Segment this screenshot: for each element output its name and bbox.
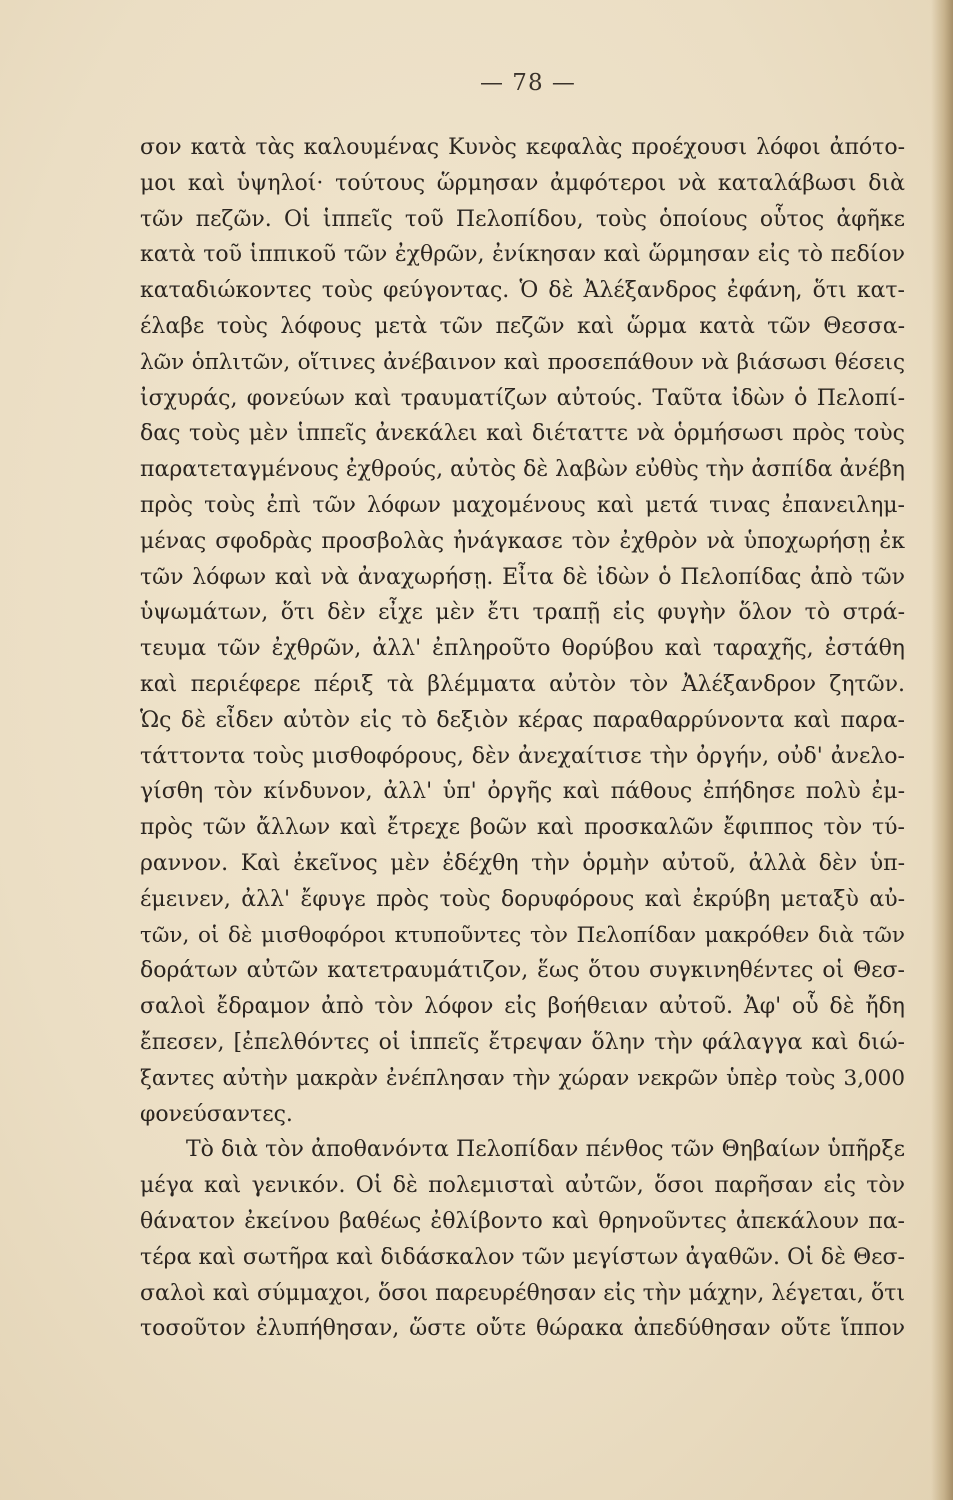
text-line: παρατεταγμένους ἐχθρούς, αὐτὸς δὲ λαβὼν εὐθὺς τὴν ἀσπίδα ἀνέβη: [140, 457, 905, 483]
text-line: καὶ περιέφερε πέριξ τὰ βλέμματα αὐτὸν τὸν Ἀλέξανδρον ζητῶν.: [140, 671, 905, 697]
paragraph-end-line: φονεύσαντες.: [140, 1101, 293, 1127]
text-line: σον κατὰ τὰς καλουμένας Κυνὸς κεφαλὰς προέχουσι λόφοι ἀπότο-: [140, 135, 905, 160]
page-binding-edge: [931, 0, 953, 1500]
text-line: τέρα καὶ σωτῆρα καὶ διδάσκαλον τῶν μεγίστων ἀγαθῶν. Οἱ δὲ Θεσ-: [140, 1244, 905, 1270]
text-line: τῶν, οἱ δὲ μισθοφόροι κτυποῦντες τὸν Πελοπίδαν μακρόθεν διὰ τῶν: [140, 922, 905, 948]
text-line: μέγα καὶ γενικόν. Οἱ δὲ πολεμισταὶ αὐτῶν, ὅσοι παρῆσαν εἰς τὸν: [140, 1173, 905, 1199]
text-line: θάνατον ἐκείνου βαθέως ἐθλίβοντο καὶ θρηνοῦντες ἀπεκάλουν πα-: [140, 1208, 905, 1234]
text-line: σαλοὶ ἔδραμον ἀπὸ τὸν λόφον εἰς βοήθειαν αὐτοῦ. Ἀφ' οὗ δὲ ἤδη: [140, 994, 905, 1020]
text-line: πρὸς τῶν ἄλλων καὶ ἔτρεχε βοῶν καὶ προσκαλῶν ἔφιππος τὸν τύ-: [140, 815, 905, 841]
page-number: — 78 —: [480, 70, 576, 96]
text-line: τοσοῦτον ἐλυπήθησαν, ὥστε οὔτε θώρακα ἀπεδύθησαν οὔτε ἵππον: [140, 1316, 905, 1342]
text-line: πρὸς τοὺς ἐπὶ τῶν λόφων μαχομένους καὶ μετά τινας ἐπανειλημ-: [140, 492, 905, 518]
text-line: μένας σφοδρὰς προσβολὰς ἠνάγκασε τὸν ἐχθρὸν νὰ ὑποχωρήσῃ ἐκ: [140, 528, 905, 554]
body-text: [140, 130, 905, 1347]
text-line: δοράτων αὐτῶν κατετραυμάτιζον, ἕως ὅτου συγκινηθέντες οἱ Θεσ-: [140, 958, 905, 984]
text-line: ραννον. Καὶ ἐκεῖνος μὲν ἐδέχθη τὴν ὁρμὴν αὐτοῦ, ἀλλὰ δὲν ὑπ-: [140, 850, 905, 876]
text-line: σαλοὶ καὶ σύμμαχοι, ὅσοι παρευρέθησαν εἰς τὴν μάχην, λέγεται, ὅτι: [140, 1280, 905, 1306]
text-line: Ὡς δὲ εἶδεν αὐτὸν εἰς τὸ δεξιὸν κέρας παραθαρρύνοντα καὶ παρα-: [140, 707, 905, 733]
text-line: ξαντες αὐτὴν μακρὰν ἐνέπλησαν τὴν χώραν νεκρῶν ὑπὲρ τοὺς 3,000: [140, 1065, 905, 1091]
text-line: ἰσχυράς, φονεύων καὶ τραυματίζων αὐτούς. Ταῦτα ἰδὼν ὁ Πελοπί-: [140, 385, 905, 411]
text-line: κατὰ τοῦ ἱππικοῦ τῶν ἐχθρῶν, ἐνίκησαν καὶ ὥρμησαν εἰς τὸ πεδίον: [140, 242, 905, 268]
text-line: τῶν πεζῶν. Οἱ ἱππεῖς τοῦ Πελοπίδου, τοὺς ὁποίους οὗτος ἀφῆκε: [140, 206, 905, 232]
text-line: τευμα τῶν ἐχθρῶν, ἀλλ' ἐπληροῦτο θορύβου καὶ ταραχῆς, ἐστάθη: [140, 636, 905, 662]
paragraph-start-line: Τὸ διὰ τὸν ἀποθανόντα Πελοπίδαν πένθος τῶν Θηβαίων ὑπῆρξε: [186, 1137, 905, 1163]
text-line: μοι καὶ ὑψηλοί· τούτους ὥρμησαν ἀμφότεροι νὰ καταλάβωσι διὰ: [140, 170, 905, 196]
text-line: ὑψωμάτων, ὅτι δὲν εἶχε μὲν ἔτι τραπῇ εἰς φυγὴν ὅλον τὸ στρά-: [140, 600, 905, 626]
text-line: ἔπεσεν, [ἐπελθόντες οἱ ἱππεῖς ἔτρεψαν ὅλην τὴν φάλαγγα καὶ διώ-: [140, 1029, 905, 1055]
text-line: δας τοὺς μὲν ἱππεῖς ἀνεκάλει καὶ διέταττε νὰ ὁρμήσωσι πρὸς τοὺς: [140, 421, 905, 447]
text-line: τάττοντα τοὺς μισθοφόρους, δὲν ἀνεχαίτισε τὴν ὀργήν, οὐδ' ἀνελο-: [140, 743, 905, 769]
text-line: τῶν λόφων καὶ νὰ ἀναχωρήσῃ. Εἶτα δὲ ἰδὼν ὁ Πελοπίδας ἀπὸ τῶν: [140, 564, 905, 590]
text-line: έμεινεν, ἀλλ' ἔφυγε πρὸς τοὺς δορυφόρους καὶ ἐκρύβη μεταξὺ αὐ-: [140, 886, 905, 912]
text-line: λῶν ὁπλιτῶν, οἵτινες ἀνέβαινον καὶ προσεπάθουν νὰ βιάσωσι θέσεις: [140, 349, 905, 375]
text-line: γίσθη τὸν κίνδυνον, ἀλλ' ὑπ' ὀργῆς καὶ πάθους ἐπήδησε πολὺ ἐμ-: [140, 779, 905, 805]
text-line: έλαβε τοὺς λόφους μετὰ τῶν πεζῶν καὶ ὥρμα κατὰ τῶν Θεσσα-: [140, 313, 905, 339]
text-line: καταδιώκοντες τοὺς φεύγοντας. Ὁ δὲ Ἀλέξανδρος ἐφάνη, ὅτι κατ-: [140, 278, 905, 304]
